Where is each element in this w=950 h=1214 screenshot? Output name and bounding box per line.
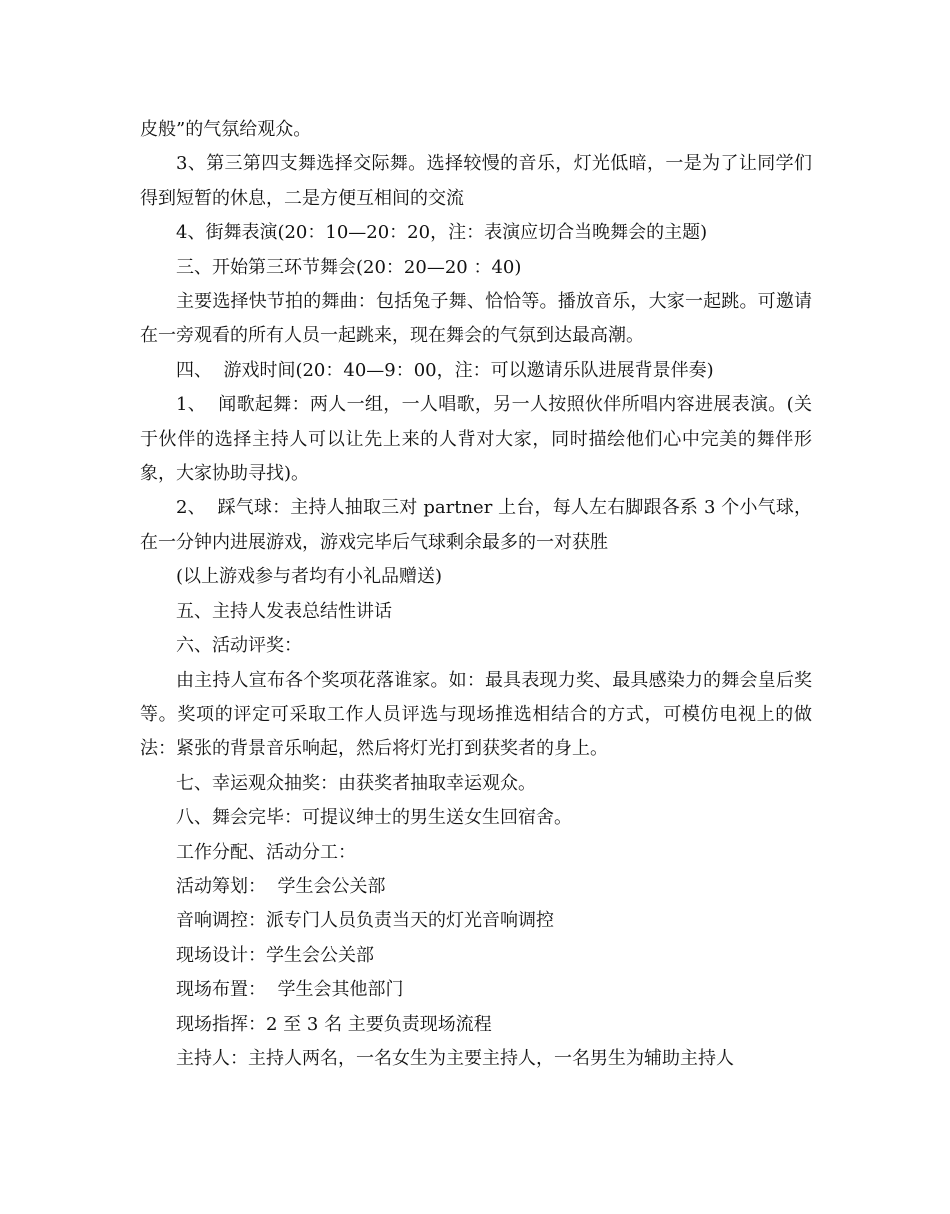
paragraph: 由主持人宣布各个奖项花落谁家。如：最具表现力奖、最具感染力的舞会皇后奖等。奖项的评定可采取工作人员评选与现场推选相结合的方式，可模仿电视上的做法：紧张的背景音乐响起，然后将灯光打到获奖者的身上。	[140, 669, 812, 760]
paragraph: 皮般”的气氛给观众。	[140, 119, 312, 140]
paragraph: 工作分配、活动分工：	[176, 841, 356, 863]
paragraph: 四、 游戏时间(20：40—9：00，注：可以邀请乐队进展背景伴奏)	[176, 359, 714, 381]
paragraph: 现场布置： 学生会其他部门	[176, 979, 404, 1001]
paragraph: 4、街舞表演(20：10—20：20，注：表演应切合当晚舞会的主题)	[176, 222, 708, 244]
paragraph: 活动筹划： 学生会公关部	[176, 875, 386, 897]
paragraph: 八、舞会完毕：可提议绅士的男生送女生回宿舍。	[176, 807, 572, 829]
paragraph: 3、第三第四支舞选择交际舞。选择较慢的音乐，灯光低暗，一是为了让同学们得到短暂的休息，二是方便互相间的交流	[140, 153, 812, 209]
paragraph: 五、主持人发表总结性讲话	[176, 600, 392, 622]
paragraph: 七、幸运观众抽奖：由获奖者抽取幸运观众。	[176, 772, 536, 794]
paragraph: 现场指挥：2 至 3 名 主要负责现场流程	[176, 1013, 492, 1035]
paragraph: 主要选择快节拍的舞曲：包括兔子舞、恰恰等。播放音乐，大家一起跳。可邀请在一旁观看的所有人员一起跳来，现在舞会的气氛到达最高潮。	[140, 291, 812, 347]
paragraph: 1、 闻歌起舞：两人一组，一人唱歌，另一人按照伙伴所唱内容进展表演。(关于伙伴的选择主持人可以让先上来的人背对大家，同时描绘他们心中完美的舞伴形象，大家协助寻找)。	[140, 394, 812, 485]
paragraph: 六、活动评奖：	[176, 635, 302, 657]
paragraph: 主持人：主持人两名，一名女生为主要主持人，一名男生为辅助主持人	[176, 1047, 734, 1069]
paragraph: 三、开始第三环节舞会(20：20—20 ：40)	[176, 256, 522, 278]
document-body	[140, 113, 812, 1076]
paragraph: 音响调控：派专门人员负责当天的灯光音响调控	[176, 910, 554, 932]
paragraph: 现场设计：学生会公关部	[176, 944, 374, 966]
paragraph: 2、 踩气球：主持人抽取三对 partner 上台，每人左右脚跟各系 3 个小气球，在一分钟内进展游戏，游戏完毕后气球剩余最多的一对获胜	[140, 497, 812, 553]
paragraph: (以上游戏参与者均有小礼品赠送)	[176, 566, 443, 588]
